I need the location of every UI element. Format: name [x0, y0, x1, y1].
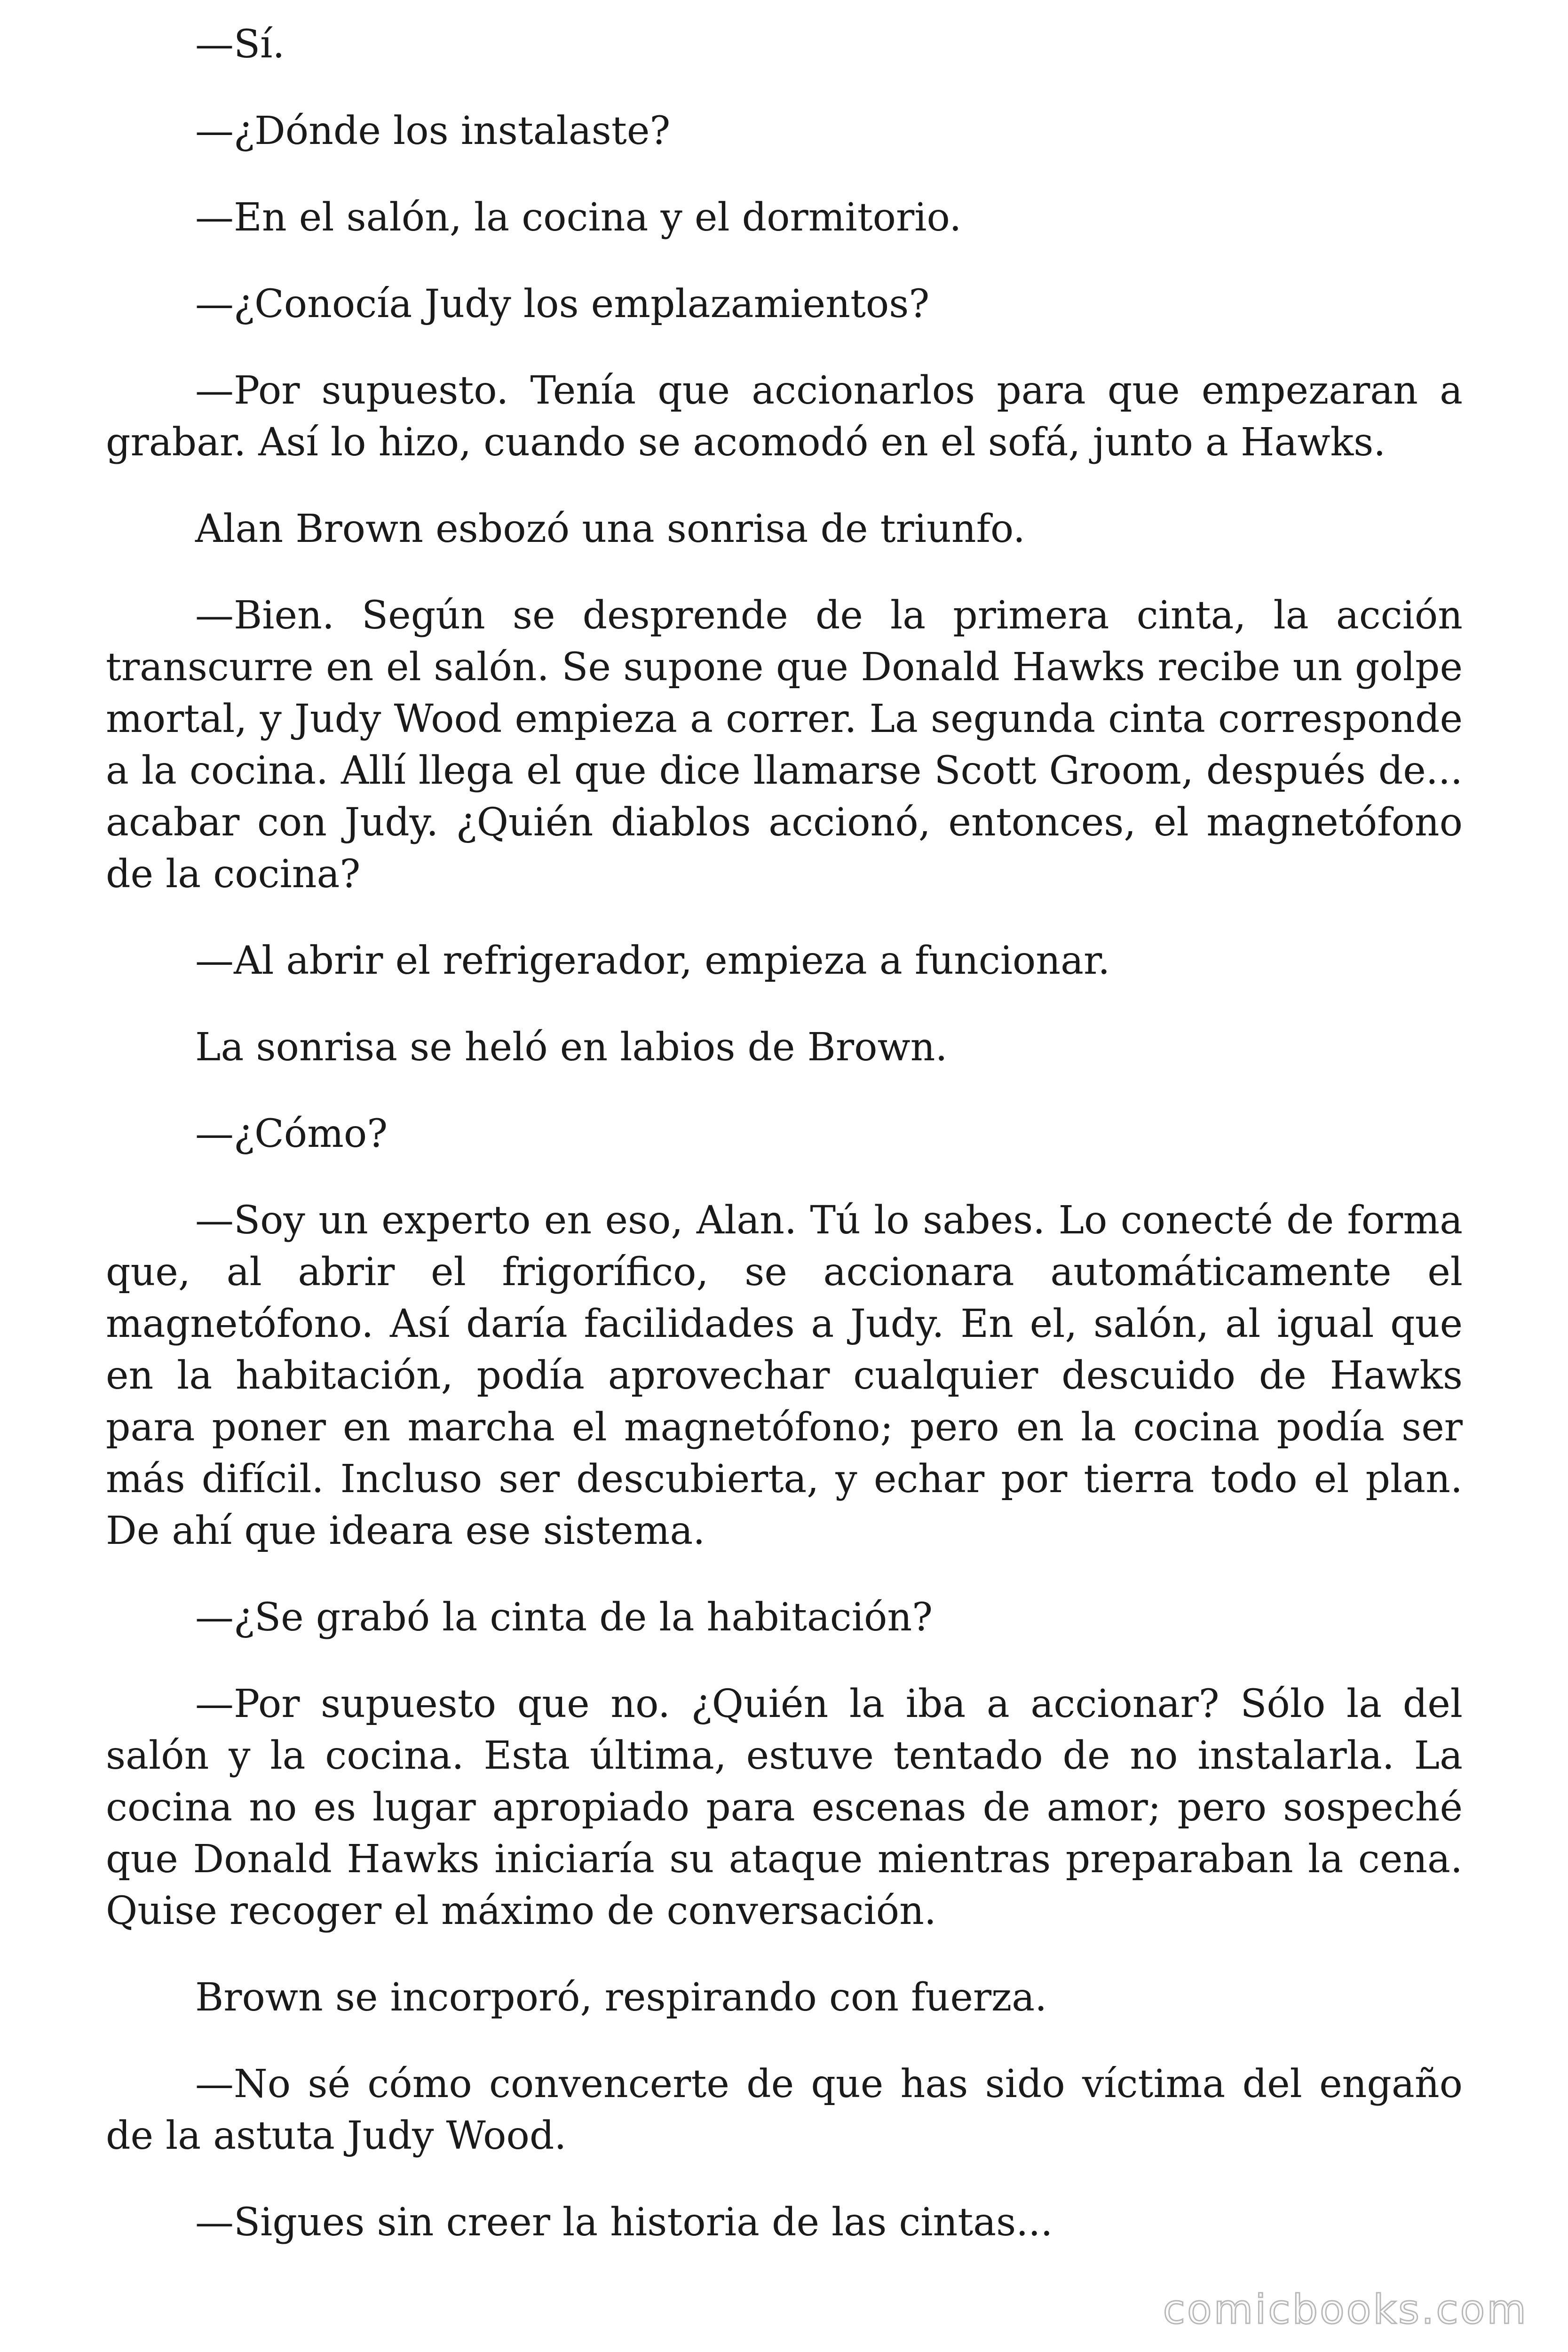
paragraph-7: —Bien. Según se desprende de la primera cinta, la acción transcurre en el salón. Se supone que Donald Hawks recibe un golpe mortal, y Judy Wood empieza a correr. La segunda cinta corresponde a la cocina. Allí llega el que dice llamarse Scott Groom, después de... acabar con Judy. ¿Quién diablos accionó, entonces, el magnetófono de la cocina?	[106, 593, 1463, 897]
paragraph-3: —En el salón, la cocina y el dormitorio.	[195, 195, 962, 240]
paragraph-5: —Por supuesto. Tenía que accionarlos para que empezaran a grabar. Así lo hizo, cuando se acomodó en el sofá, junto a Hawks.	[106, 368, 1463, 465]
paragraph-6: Alan Brown esbozó una sonrisa de triunfo.	[195, 507, 1025, 551]
paragraph-13: —Por supuesto que no. ¿Quién la iba a accionar? Sólo la del salón y la cocina. Esta última, estuve tentado de no instalarla. La cocina no es lugar apropiado para escenas de amor; pero sospeché que Donald Hawks iniciaría su ataque mientras preparaban la cena. Quise recoger el máximo de conversación.	[106, 1682, 1463, 1933]
paragraph-1: —Sí.	[195, 22, 285, 67]
paragraph-14: Brown se incorporó, respirando con fuerza.	[195, 1975, 1047, 2020]
watermark: comicbooks.com	[1163, 2286, 1528, 2333]
paragraph-15: —No sé cómo convencerte de que has sido víctima del engaño de la astuta Judy Wood.	[106, 2062, 1463, 2158]
paragraph-12: —¿Se grabó la cinta de la habitación?	[195, 1595, 933, 1640]
paragraph-9: La sonrisa se heló en labios de Brown.	[195, 1025, 948, 1070]
paragraph-10: —¿Cómo?	[195, 1112, 388, 1156]
paragraph-8: —Al abrir el refrigerador, empieza a funcionar.	[195, 938, 1110, 983]
paragraph-16: —Sigues sin creer la historia de las cintas...	[195, 2200, 1053, 2245]
paragraph-2: —¿Dónde los instalaste?	[195, 109, 671, 153]
paragraph-11: —Soy un experto en eso, Alan. Tú lo sabes. Lo conecté de forma que, al abrir el frigorífico, se accionara automáticamente el magnetófono. Así daría facilidades a Judy. En el, salón, al igual que en la habitación, podía aprovechar cualquier descuido de Hawks para poner en marcha el magnetófono; pero en la cocina podía ser más difícil. Incluso ser descubierta, y echar por tierra todo el plan. De ahí que ideara ese sistema.	[106, 1198, 1463, 1553]
paragraph-4: —¿Conocía Judy los emplazamientos?	[195, 282, 930, 326]
book-page-text	[106, 19, 1463, 2283]
